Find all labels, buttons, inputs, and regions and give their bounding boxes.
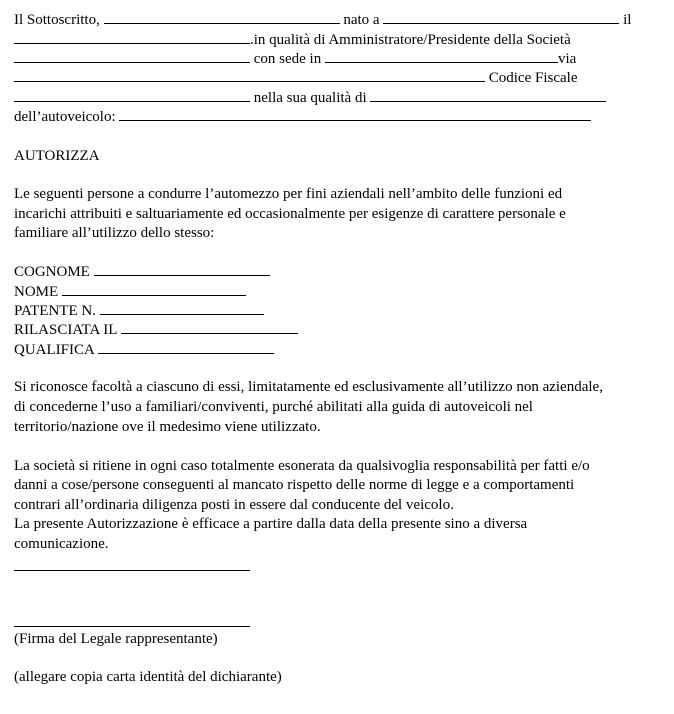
name-field[interactable] (104, 10, 340, 24)
nome-field[interactable] (62, 282, 246, 296)
rilasciata-label: RILASCIATA IL (14, 322, 121, 338)
address-field[interactable] (14, 68, 485, 82)
company-field[interactable] (14, 49, 250, 63)
header-line-4 (14, 68, 577, 87)
paragraph2-line-1: Si riconosce facoltà a ciascuno di essi, limitatamente ed esclusivamente all’utilizzo non aziendale, (14, 379, 603, 395)
intro-line-3: familiare all’utilizzo dello stesso: (14, 225, 215, 241)
autoveicolo-label: dell’autoveicolo: (14, 109, 120, 125)
paragraph3-line-4: La presente Autorizzazione è efficace a partire dalla data della presente sino a diversa (14, 516, 528, 532)
attachment-note: (allegare copia carta identità del dichiarante) (14, 669, 282, 685)
rilasciata-row (14, 320, 298, 339)
patente-field[interactable] (100, 301, 264, 315)
date-line[interactable] (14, 570, 250, 571)
tax-code-field[interactable] (14, 88, 250, 102)
nome-label: NOME (14, 284, 62, 300)
paragraph2-line-2: di concederne l’uso a familiari/conviventi, purché abilitati alla guida di autoveicoli nel (14, 399, 533, 415)
patente-row (14, 301, 264, 320)
signature-label: (Firma del Legale rappresentante) (14, 631, 218, 647)
heading-autorizza: AUTORIZZA (14, 148, 100, 164)
nome-row (14, 282, 246, 301)
role-field[interactable] (370, 88, 606, 102)
header-line-3 (14, 49, 576, 68)
qualifica-row (14, 340, 274, 359)
codice-fiscale-label: Codice Fiscale (485, 70, 578, 86)
qualita-label: .in qualità di Amministratore/Presidente della Società (250, 32, 571, 48)
header-line-6 (14, 107, 591, 126)
header-line-5 (14, 88, 606, 107)
city-field[interactable] (325, 49, 558, 63)
qualifica-label: QUALIFICA (14, 342, 98, 358)
header-line-1 (14, 10, 631, 29)
intro-line-1: Le seguenti persone a condurre l’automezzo per fini aziendali nell’ambito delle funzioni ed (14, 186, 563, 202)
qualita-di-label: nella sua qualità di (250, 90, 371, 106)
qualifica-field[interactable] (98, 340, 274, 354)
paragraph3-line-1: La società si ritiene in ogni caso totalmente esonerata da qualsivoglia responsabilità per fatti e/o (14, 458, 590, 474)
paragraph3-line-2: danni a cose/persone conseguenti al mancato rispetto delle norme di legge e a comportamenti (14, 477, 575, 493)
il-label: il (619, 12, 632, 28)
paragraph3-line-5: comunicazione. (14, 536, 109, 552)
signature-line[interactable] (14, 626, 250, 627)
vehicle-field[interactable] (119, 107, 591, 121)
birthplace-field[interactable] (383, 10, 619, 24)
sede-label: con sede in (250, 51, 325, 67)
sottoscritto-label: Il Sottoscritto, (14, 12, 104, 28)
header-line-2 (14, 30, 571, 49)
via-label: via (557, 51, 577, 67)
paragraph3-line-3: contrari all’ordinaria diligenza posti in essere dal conducente del veicolo. (14, 497, 454, 513)
nato-label: nato a (339, 12, 384, 28)
cognome-label: COGNOME (14, 264, 94, 280)
birthdate-field[interactable] (14, 30, 250, 44)
paragraph2-line-3: territorio/nazione ove il medesimo viene utilizzato. (14, 419, 321, 435)
patente-label: PATENTE N. (14, 303, 100, 319)
intro-line-2: incarichi attribuiti e saltuariamente ed occasionalmente per esigenze di carattere personale e (14, 206, 566, 222)
rilasciata-field[interactable] (121, 320, 298, 334)
cognome-row (14, 262, 270, 281)
cognome-field[interactable] (94, 262, 270, 276)
